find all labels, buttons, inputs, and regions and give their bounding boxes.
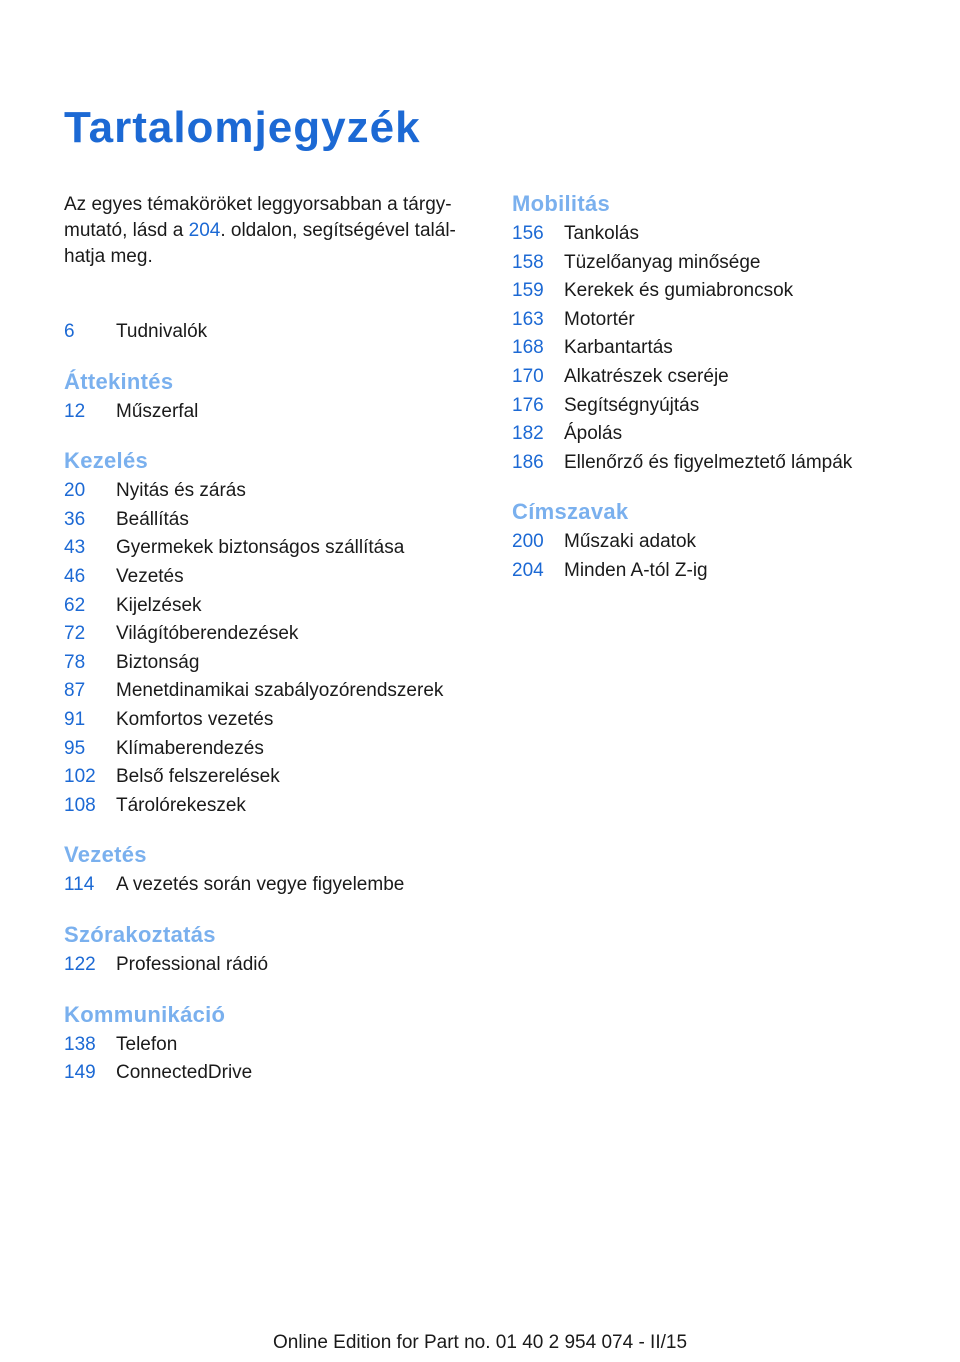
toc-page-number[interactable]: 114 bbox=[64, 874, 95, 896]
toc-page-number[interactable]: 43 bbox=[64, 537, 86, 559]
toc-entry[interactable] bbox=[64, 677, 484, 706]
section-heading: Mobilitás bbox=[512, 191, 611, 216]
toc-page-number[interactable]: 87 bbox=[64, 680, 86, 702]
section-heading: Kezelés bbox=[64, 448, 149, 474]
toc-right-column bbox=[512, 189, 932, 606]
page-title: Tartalomjegyzék bbox=[64, 103, 421, 152]
toc-page-number[interactable]: 36 bbox=[64, 508, 86, 530]
toc-entry[interactable] bbox=[64, 318, 484, 347]
toc-entry[interactable] bbox=[64, 592, 484, 621]
toc-section-vezetes bbox=[64, 840, 484, 900]
toc-entry-label[interactable]: Ápolás bbox=[564, 423, 623, 445]
section-heading: Áttekintés bbox=[64, 368, 174, 394]
toc-entry-label[interactable]: Biztonság bbox=[116, 651, 200, 673]
toc-entry-label[interactable]: Ellenőrző és figyelmeztető lámpák bbox=[564, 451, 853, 473]
toc-page-number[interactable]: 138 bbox=[64, 1033, 96, 1055]
toc-entry[interactable] bbox=[512, 220, 932, 249]
toc-entry-label[interactable]: Belső felszerelések bbox=[116, 766, 280, 788]
toc-entry[interactable] bbox=[64, 398, 484, 427]
toc-entry[interactable] bbox=[64, 563, 484, 592]
toc-section-mobilitas bbox=[512, 189, 932, 477]
toc-entry-label[interactable]: Tankolás bbox=[564, 223, 639, 244]
section-heading: Kommunikáció bbox=[64, 1001, 226, 1027]
toc-entry-label[interactable]: Komfortos vezetés bbox=[116, 708, 274, 730]
toc-section-cimszavak bbox=[512, 497, 932, 585]
intro-before: Az egyes témaköröket leggyorsabban a tárgy-mutató, lásd a bbox=[64, 194, 452, 241]
toc-entry[interactable] bbox=[64, 792, 484, 821]
toc-page-number[interactable]: 122 bbox=[64, 953, 96, 975]
toc-page-number[interactable]: 163 bbox=[512, 308, 544, 330]
toc-page-number[interactable]: 176 bbox=[512, 394, 544, 416]
toc-entry[interactable] bbox=[64, 706, 484, 735]
toc-section-szorakoztatas bbox=[64, 920, 484, 980]
toc-page-number[interactable]: 200 bbox=[512, 531, 544, 553]
toc-page-number[interactable]: 158 bbox=[512, 251, 544, 273]
intro-page-link[interactable]: 204 bbox=[188, 220, 221, 241]
toc-entry[interactable] bbox=[64, 1059, 484, 1088]
toc-left-column bbox=[64, 318, 484, 1108]
toc-entry-label[interactable]: Klímaberendezés bbox=[116, 737, 264, 759]
toc-entry-label[interactable]: Kijelzések bbox=[116, 594, 202, 616]
toc-entry-label[interactable]: ConnectedDrive bbox=[116, 1062, 253, 1084]
toc-page-number[interactable]: 170 bbox=[512, 365, 544, 387]
toc-entry[interactable] bbox=[64, 871, 484, 900]
toc-entry[interactable] bbox=[512, 420, 932, 449]
toc-entry-label[interactable]: Vezetés bbox=[116, 565, 184, 587]
toc-page-number[interactable]: 182 bbox=[512, 423, 544, 445]
toc-section-kezeles bbox=[64, 446, 484, 820]
toc-entry[interactable] bbox=[64, 620, 484, 649]
toc-page-number[interactable]: 186 bbox=[512, 451, 544, 473]
toc-page-number[interactable]: 204 bbox=[512, 559, 544, 581]
toc-entry-label[interactable]: Beállítás bbox=[116, 508, 189, 530]
toc-entry[interactable] bbox=[512, 334, 932, 363]
toc-entry-label[interactable]: Minden A-tól Z-ig bbox=[564, 559, 708, 581]
toc-entry-label[interactable]: Tüzelőanyag minősége bbox=[564, 251, 761, 273]
toc-entry[interactable] bbox=[64, 1031, 484, 1060]
toc-entry[interactable] bbox=[64, 951, 484, 980]
intro-text bbox=[64, 192, 484, 270]
toc-entry[interactable] bbox=[512, 277, 932, 306]
toc-page-number[interactable]: 20 bbox=[64, 480, 86, 502]
toc-entry-label[interactable]: Tudnivalók bbox=[116, 321, 208, 342]
toc-entry[interactable] bbox=[512, 557, 932, 586]
toc-page-number[interactable]: 72 bbox=[64, 623, 86, 645]
toc-page-number[interactable]: 12 bbox=[64, 400, 86, 422]
toc-entry-label[interactable]: A vezetés során vegye figyelembe bbox=[116, 874, 405, 896]
toc-entry-label[interactable]: Menetdinamikai szabályozórendszerek bbox=[116, 680, 444, 702]
toc-page-number[interactable]: 108 bbox=[64, 794, 96, 816]
toc-page-number[interactable]: 102 bbox=[64, 766, 96, 788]
toc-entry-label[interactable]: Világítóberendezések bbox=[116, 623, 299, 645]
toc-page-number[interactable]: 95 bbox=[64, 737, 86, 759]
toc-page-number[interactable]: 159 bbox=[512, 280, 544, 302]
toc-page-number[interactable]: 168 bbox=[512, 337, 544, 359]
footer-edition: Online Edition for Part no. 01 40 2 954 074 - II/15 bbox=[272, 1332, 688, 1353]
toc-entry[interactable] bbox=[64, 763, 484, 792]
toc-entry[interactable] bbox=[512, 363, 932, 392]
toc-entry[interactable] bbox=[64, 477, 484, 506]
toc-entry[interactable] bbox=[512, 249, 932, 278]
toc-entry[interactable] bbox=[64, 649, 484, 678]
toc-page-number[interactable]: 78 bbox=[64, 651, 86, 673]
toc-entry-label[interactable]: Karbantartás bbox=[564, 337, 673, 359]
toc-entry[interactable] bbox=[512, 392, 932, 421]
toc-page-number[interactable]: 62 bbox=[64, 594, 86, 616]
section-heading: Vezetés bbox=[64, 842, 147, 868]
toc-entry-label[interactable]: Tárolórekeszek bbox=[116, 794, 246, 816]
toc-entry-label[interactable]: Segítségnyújtás bbox=[564, 394, 700, 416]
toc-entry[interactable] bbox=[64, 534, 484, 563]
toc-entry[interactable] bbox=[512, 306, 932, 335]
toc-entry-label[interactable]: Műszerfal bbox=[116, 400, 199, 422]
toc-page-number[interactable]: 91 bbox=[64, 708, 86, 730]
toc-entry-label[interactable]: Gyermekek biztonságos szállítása bbox=[116, 537, 405, 559]
toc-entry-label[interactable]: Alkatrészek cseréje bbox=[564, 365, 729, 387]
toc-entry[interactable] bbox=[64, 735, 484, 764]
toc-section-intro bbox=[64, 318, 484, 347]
toc-entry-label[interactable]: Motortér bbox=[564, 308, 635, 330]
toc-entry-label[interactable]: Műszaki adatok bbox=[564, 531, 697, 553]
intro-after: . oldalon, segítségével talál-hatja meg. bbox=[64, 220, 456, 267]
toc-entry[interactable] bbox=[64, 506, 484, 535]
toc-page-number[interactable]: 149 bbox=[64, 1062, 96, 1084]
section-heading: Szórakoztatás bbox=[64, 921, 216, 947]
toc-entry[interactable] bbox=[512, 528, 932, 557]
toc-entry-label[interactable]: Telefon bbox=[116, 1033, 178, 1055]
toc-entry-label[interactable]: Professional rádió bbox=[116, 953, 269, 975]
toc-entry[interactable] bbox=[512, 449, 932, 478]
toc-section-attekintes bbox=[64, 367, 484, 427]
toc-entry-label[interactable]: Nyitás és zárás bbox=[116, 480, 246, 502]
toc-entry-label[interactable]: Kerekek és gumiabroncsok bbox=[564, 280, 794, 302]
toc-page-number[interactable]: 46 bbox=[64, 565, 86, 587]
toc-page-number[interactable]: 156 bbox=[512, 223, 544, 244]
section-heading: Címszavak bbox=[512, 499, 629, 525]
toc-section-kommunikacio bbox=[64, 1000, 484, 1088]
toc-page-number[interactable]: 6 bbox=[64, 321, 75, 342]
